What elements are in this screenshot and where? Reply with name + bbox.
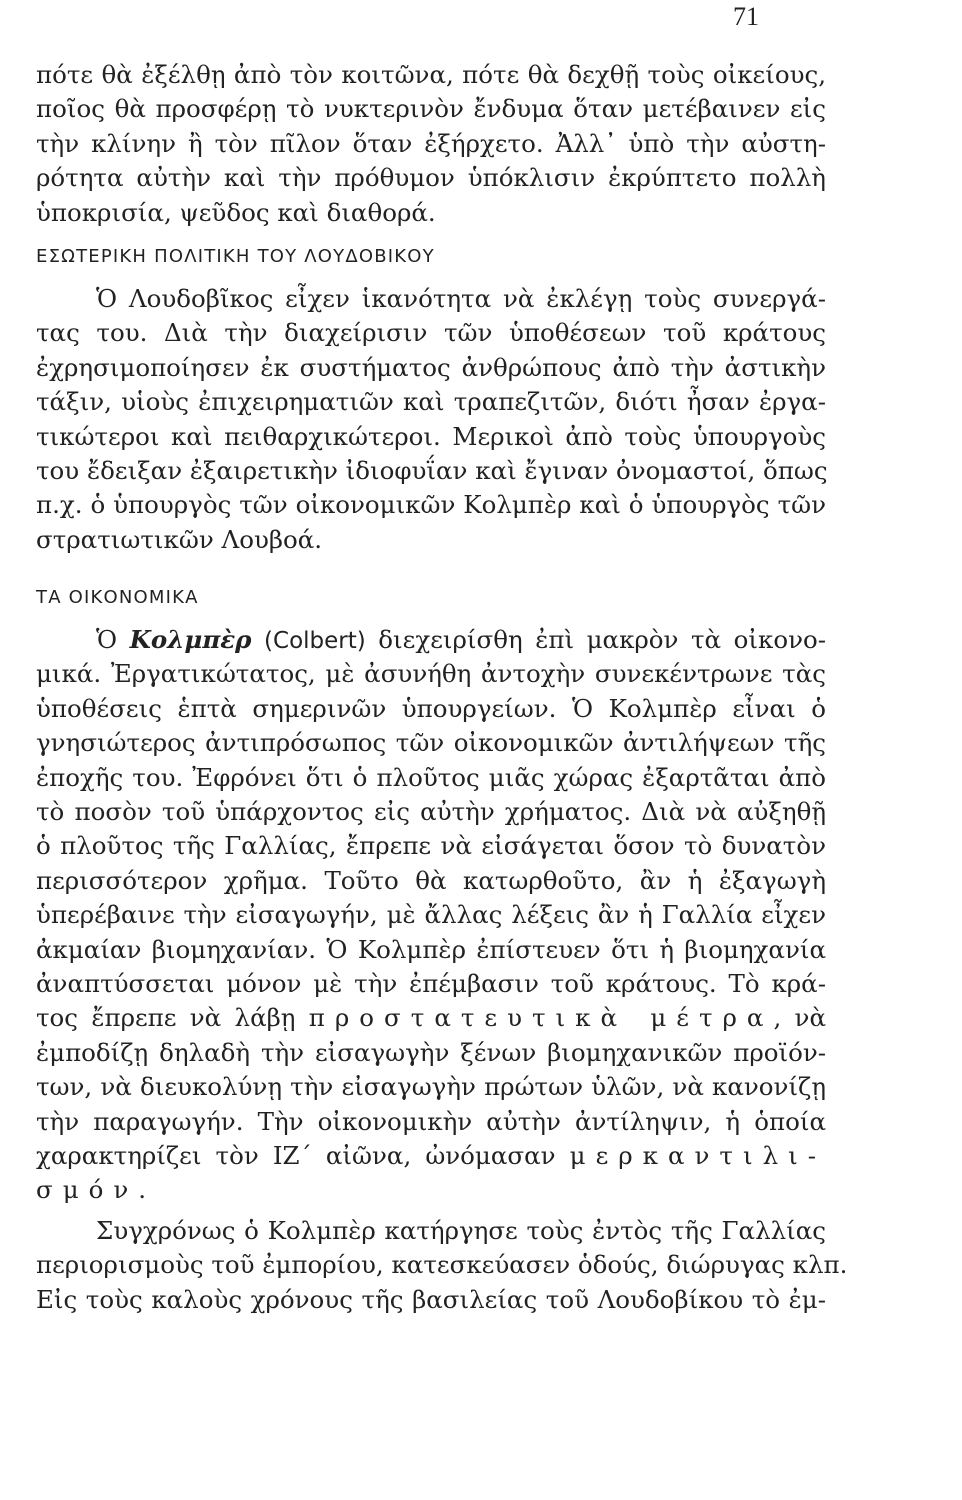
text-line <box>36 1173 826 1207</box>
colbert-name: Κολμπὲρ <box>129 625 252 655</box>
paragraph-economics <box>36 623 826 1208</box>
paragraph-intro <box>36 58 826 230</box>
text-line: τὸ ποσὸν τοῦ ὑπάρχοντος εἰς αὐτὴν χρήματος. Διὰ νὰ αὐξηθῇ <box>36 797 826 827</box>
text-line: ἐχρησιμοποίησεν ἐκ συστήματος ἀνθρώπους ἀπὸ τὴν ἀστικὴν <box>36 352 826 382</box>
text-line: μικά. Ἐργατικώτατος, μὲ ἀσυνήθη ἀντοχὴν συνεκέντρωνε τὰς <box>36 659 826 689</box>
text-line: στρατιωτικῶν Λουβοά. <box>36 524 323 554</box>
text-line: ὑποκρισία, ψεῦδος καὶ διαθορά. <box>36 197 436 227</box>
text-line: ὑποθέσεις ἑπτὰ σημερινῶν ὑπουργείων. Ὁ Κολμπὲρ εἶναι ὁ <box>36 693 826 723</box>
text-line: του ἔδειξαν ἐξαιρετικὴν ἰδιοφυΐαν καὶ ἔγιναν ὀνομαστοί, ὅπως <box>36 455 828 485</box>
section-heading-internal-policy: ΕΣΩΤΕΡΙΚΗ ΠΟΛΙΤΙΚΗ ΤΟΥ ΛΟΥΔΟΒΙΚΟΥ <box>36 245 435 267</box>
text-line: τας του. Διὰ τὴν διαχείρισιν τῶν ὑποθέσεων τοῦ κράτους <box>36 318 826 348</box>
spaced-term-protective-measures: προστατευτικὰ μέτρα <box>308 1003 774 1033</box>
text-line: πότε θὰ ἐξέλθῃ ἀπὸ τὸν κοιτῶνα, πότε θὰ δεχθῇ τοὺς οἰκείους, <box>36 60 826 89</box>
text-line <box>36 1139 826 1173</box>
text-line: των, νὰ διευκολύνῃ τὴν εἰσαγωγὴν πρώτων ὑλῶν, νὰ κανονίζῃ <box>36 1072 826 1102</box>
text-line: περισσότερον χρῆμα. Τοῦτο θὰ κατωρθοῦτο, ἂν ἡ ἐξαγωγὴ <box>36 865 826 895</box>
text-span: τος ἔπρεπε νὰ λάβῃ <box>36 1003 309 1033</box>
text-line: γνησιώτερος ἀντιπρόσωπος τῶν οἰκονομικῶν ἀντιλήψεων τῆς <box>36 728 826 758</box>
text-span: Ὁ <box>96 625 130 655</box>
text-line: ἐμποδίζῃ δηλαδὴ τὴν εἰσαγωγὴν ξένων βιομηχανικῶν προϊόν- <box>36 1037 826 1067</box>
spaced-term-mercantilism: μερκαντιλι- <box>569 1140 826 1170</box>
text-span: . <box>138 1175 147 1205</box>
text-line: π.χ. ὁ ὑπουργὸς τῶν οἰκονομικῶν Κολμπὲρ καὶ ὁ ὑπουργὸς τῶν <box>36 490 826 520</box>
text-line: ἀναπτύσσεται μόνον μὲ τὴν ἐπέμβασιν τοῦ κράτους. Τὸ κρά- <box>36 968 826 998</box>
text-line: Συγχρόνως ὁ Κολμπὲρ κατήργησε τοὺς ἐντὸς τῆς Γαλλίας <box>96 1215 826 1245</box>
text-line: ὁ πλοῦτος τῆς Γαλλίας, ἔπρεπε νὰ εἰσάγεται ὅσον τὸ δυνατὸν <box>36 831 826 861</box>
text-span: , νὰ <box>773 1003 826 1033</box>
text-line <box>36 1001 826 1035</box>
text-line: ὑπερέβαινε τὴν εἰσαγωγήν, μὲ ἄλλας λέξεις ἂν ἡ Γαλλία εἶχεν <box>36 900 826 930</box>
text-line: ἐποχῆς του. Ἐφρόνει ὅτι ὁ πλοῦτος μιᾶς χώρας ἐξαρτᾶται ἀπὸ <box>36 762 826 792</box>
colbert-latin-name: (Colbert) <box>264 628 366 655</box>
spaced-term-mercantilism-end: σμόν <box>36 1175 139 1205</box>
text-line <box>36 623 826 657</box>
section-heading-economics: ΤΑ ΟΙΚΟΝΟΜΙΚΑ <box>36 587 199 609</box>
paragraph-reforms <box>36 1214 848 1317</box>
text-line: Ὁ Λουδοβῖκος εἶχεν ἱκανότητα νὰ ἐκλέγῃ τοὺς συνεργά- <box>96 283 826 313</box>
text-line: τὴν παραγωγήν. Τὴν οἰκονομικὴν αὐτὴν ἀντίληψιν, ἡ ὁποία <box>36 1106 826 1136</box>
text-span: χαρακτηρίζει τὸν ΙΖ΄ αἰῶνα, ὠνόμασαν <box>36 1140 570 1170</box>
text-line: Εἰς τοὺς καλοὺς χρόνους τῆς βασιλείας τοῦ Λουδοβίκου τὸ ἐμ- <box>36 1284 826 1314</box>
text-line: τὴν κλίνην ἢ τὸν πῖλον ὅταν ἐξήρχετο. Ἀλλ᾽ ὑπὸ τὴν αὐστη- <box>36 128 826 158</box>
page-body <box>36 58 848 1317</box>
paragraph-internal-policy <box>36 282 826 557</box>
text-line: περιορισμοὺς τοῦ ἐμπορίου, κατεσκεύασεν ὁδούς, διώρυγας κλπ. <box>36 1250 848 1280</box>
text-line: ρότητα αὐτὴν καὶ τὴν πρόθυμον ὑπόκλισιν ἐκρύπτετο πολλὴ <box>36 163 826 193</box>
text-line: τικώτεροι καὶ πειθαρχικώτεροι. Μερικοὶ ἀπὸ τοὺς ὑπουργοὺς <box>36 421 826 451</box>
page-number: 71 <box>733 2 759 31</box>
text-line: ποῖος θὰ προσφέρῃ τὸ νυκτερινὸν ἔνδυμα ὅταν μετέβαινεν εἰς <box>36 94 826 124</box>
text-line: τάξιν, υἱοὺς ἐπιχειρηματιῶν καὶ τραπεζιτῶν, διότι ἦσαν ἐργα- <box>36 387 826 417</box>
text-line: ἀκμαίαν βιομηχανίαν. Ὁ Κολμπὲρ ἐπίστευεν ὅτι ἡ βιομηχανία <box>36 934 826 964</box>
text-span: διεχειρίσθη ἐπὶ μακρὸν τὰ οἰκονο- <box>365 625 826 655</box>
